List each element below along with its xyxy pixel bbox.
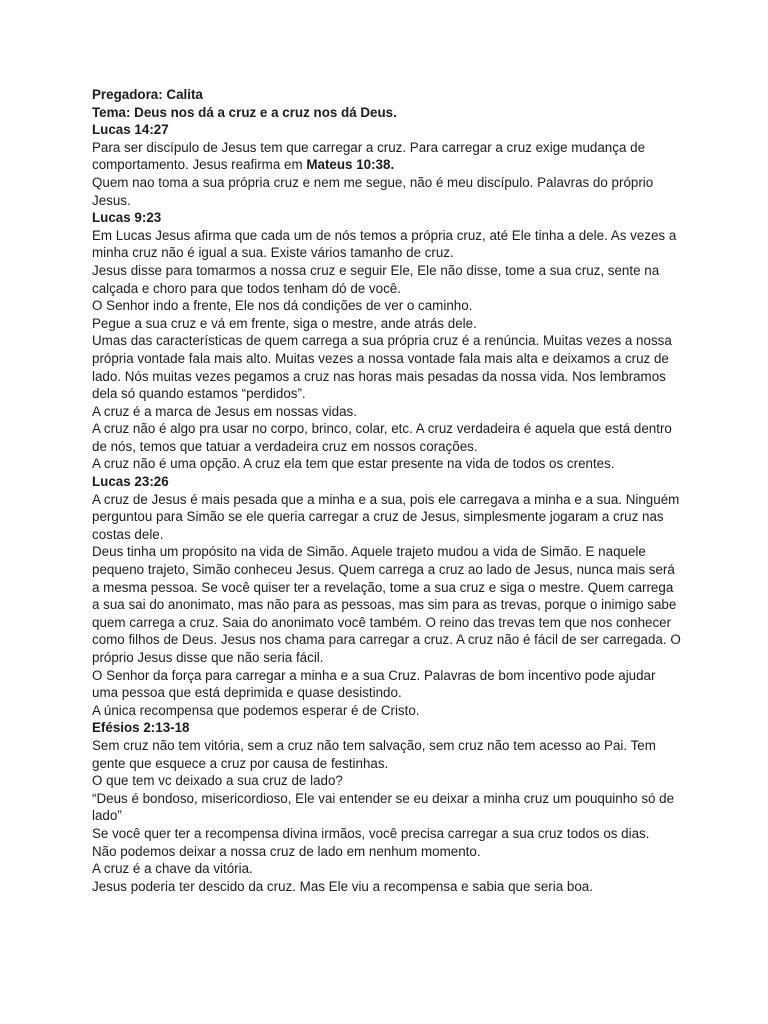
- paragraph: O Senhor indo a frente, Ele nos dá condições de ver o caminho.: [92, 298, 473, 314]
- paragraph: A cruz não é uma opção. A cruz ela tem que estar presente na vida de todos os crentes.: [92, 456, 615, 472]
- paragraph: Jesus disse para tomarmos a nossa cruz e seguir Ele, Ele não disse, tome a sua cruz, sente na calçada e choro para que todos tenham dó de você.: [92, 262, 660, 296]
- paragraph: O Senhor da força para carregar a minha e a sua Cruz. Palavras de bom incentivo pode ajudar uma pessoa que está deprimida e quase desistindo.: [92, 667, 656, 701]
- paragraph: “Deus é bondoso, misericordioso, Ele vai entender se eu deixar a minha cruz um pouquinho só de lado”: [92, 790, 675, 824]
- paragraph: Em Lucas Jesus afirma que cada um de nós temos a própria cruz, até Ele tinha a dele. As vezes a minha cruz não é igual a sua. Existe vários tamanho de cruz.: [92, 227, 677, 261]
- paragraph-text: Para ser discípulo de Jesus tem que carregar a cruz. Para carregar a cruz exige mudança de comportamento. Jesus reafirma em: [92, 139, 646, 173]
- paragraph: A cruz é a marca de Jesus em nossas vidas.: [92, 403, 357, 419]
- paragraph: Umas das características de quem carrega a sua própria cruz é a renúncia. Muitas vezes a nossa própria vontade fala mais alto. Muitas vezes a nossa vontade fala mais alta e deixamos a cruz de lado. Nós muitas vezes pegamos a cruz nas horas mais pesadas da nossa vida. Nos lembramos dela só quando estamos “perdidos”.: [92, 333, 672, 402]
- paragraph: A cruz não é algo pra usar no corpo, brinco, colar, etc. A cruz verdadeira é aquela que está dentro de nós, temos que tatuar a verdadeira cruz em nossos corações.: [92, 421, 672, 454]
- paragraph: A cruz é a chave da vitória.: [92, 861, 253, 877]
- paragraph: Pegue a sua cruz e vá em frente, siga o mestre, ande atrás dele.: [92, 315, 477, 331]
- paragraph: A cruz de Jesus é mais pesada que a minha e a sua, pois ele carregava a minha e a sua. Ninguém perguntou para Simão se ele queria carregar a cruz de Jesus, simplesmente jogaram a cruz nas costas dele.: [92, 491, 680, 542]
- scripture-reference: Lucas 14:27: [92, 122, 169, 138]
- paragraph: Jesus poderia ter descido da cruz. Mas Ele viu a recompensa e sabia que seria boa.: [92, 878, 593, 894]
- paragraph: Sem cruz não tem vitória, sem a cruz não tem salvação, sem cruz não tem acesso ao Pai. Tem gente que esquece a cruz por causa de festinhas.: [92, 737, 656, 771]
- theme-heading: Tema: Deus nos dá a cruz e a cruz nos dá Deus.: [92, 104, 397, 120]
- document-page: [92, 86, 684, 895]
- scripture-reference: Lucas 9:23: [92, 210, 162, 226]
- paragraph: Deus tinha um propósito na vida de Simão. Aquele trajeto mudou a vida de Simão. E naquele pequeno trajeto, Simão conheceu Jesus. Quem carrega a cruz ao lado de Jesus, nunca mais será a mesma pessoa. Se você quiser ter a revelação, tome a sua cruz e siga o mestre. Quem carrega a sua sai do anonimato, mas não para as pessoas, mas sim para as trevas, porque o inimigo sabe quem carrega a cruz. Saia do anonimato você também. O reino das trevas tem que nos conhecer como filhos de Deus. Jesus nos chama para carregar a cruz. A cruz não é fácil de ser carregada. O próprio Jesus disse que não seria fácil.: [92, 544, 681, 665]
- inline-scripture-reference: Mateus 10:38.: [306, 157, 395, 173]
- paragraph: A única recompensa que podemos esperar é de Cristo.: [92, 702, 420, 718]
- paragraph: Não podemos deixar a nossa cruz de lado em nenhum momento.: [92, 843, 481, 859]
- scripture-reference: Lucas 23:26: [92, 474, 169, 490]
- paragraph: Quem nao toma a sua própria cruz e nem me segue, não é meu discípulo. Palavras do próprio Jesus.: [92, 174, 654, 208]
- paragraph: O que tem vc deixado a sua cruz de lado?: [92, 773, 343, 789]
- paragraph: [92, 139, 684, 174]
- scripture-reference: Efésios 2:13-18: [92, 720, 190, 736]
- preacher-heading: Pregadora: Calita: [92, 87, 203, 102]
- paragraph: Se você quer ter a recompensa divina irmãos, você precisa carregar a sua cruz todos os dias.: [92, 825, 650, 841]
